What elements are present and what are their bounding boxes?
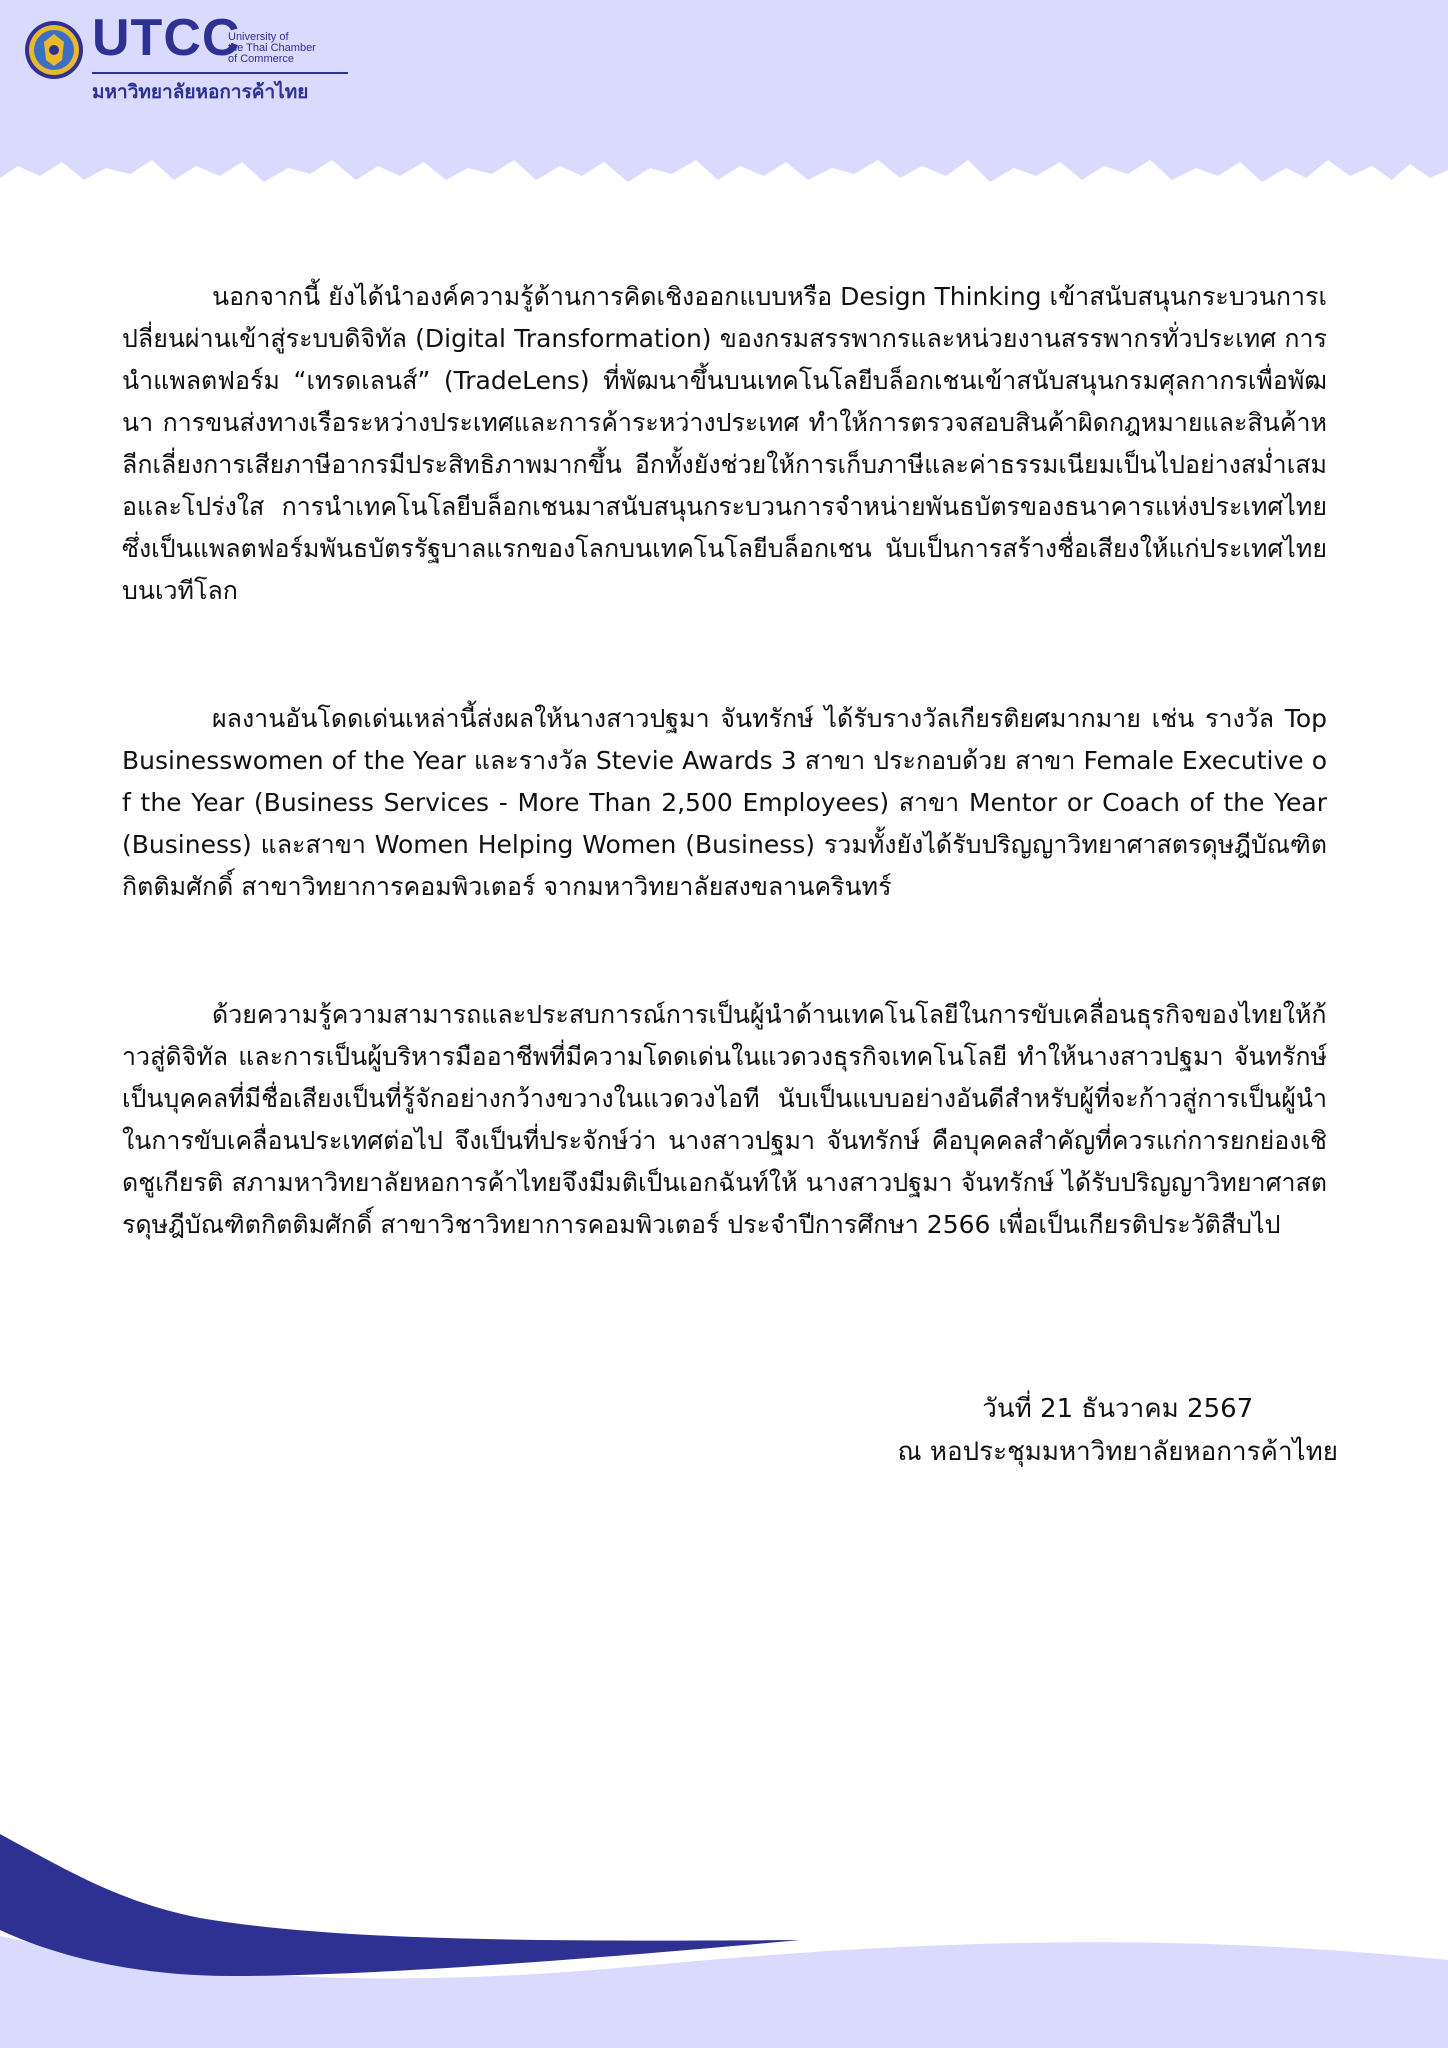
university-seal-icon (24, 20, 84, 80)
footer-wave (0, 1790, 1448, 2048)
signature-block (898, 1388, 1338, 1474)
utcc-logo (24, 9, 344, 108)
document-body (122, 276, 1327, 1246)
paragraph-2: ผลงานอันโดดเด่นเหล่านี้ส่งผลให้นางสาวปฐมา จันทรักษ์ ได้รับรางวัลเกียรติยศมากมาย เช่น รางวัล Top Businesswomen of the Year และรางวัล Stevie Awards 3 สาขา ประกอบด้วย สาขา Female Executive of the Year (Business Services - More Than 2,500 Employees) สาขา Mentor or Coach of the Year (Business) และสาขา Women Helping Women (Business) รวมทั้งยังได้รับปริญญาวิทยาศาสตรดุษฎีบัณฑิตกิตติมศักดิ์ สาขาวิทยาการคอมพิวเตอร์ จากมหาวิทยาลัยสงขลานครินทร์ (122, 704, 1327, 901)
document-place: ณ หอประชุมมหาวิทยาลัยหอการค้าไทย (897, 1437, 1338, 1467)
logo-thai-name: มหาวิทยาลัยหอการค้าไทย (92, 81, 309, 103)
logo-wordmark: UTCC (92, 9, 241, 67)
document-date: วันที่ 21 ธันวาคม 2567 (982, 1394, 1254, 1424)
logo-subtitle: University of the Thai Chamber of Commerce (228, 31, 316, 65)
footer-wave-navy (0, 1834, 800, 1976)
paragraph-1: นอกจากนี้ ยังได้นำองค์ความรู้ด้านการคิดเชิงออกแบบหรือ Design Thinking เข้าสนับสนุนกระบวนการเปลี่ยนผ่านเข้าสู่ระบบดิจิทัล (Digital Transformation) ของกรมสรรพากรและหน่วยงานสรรพากรทั่วประเทศ การนำแพลตฟอร์ม “เทรดเลนส์” (TradeLens) ที่พัฒนาขึ้นบนเทคโนโลยีบล็อกเชนเข้าสนับสนุนกรมศุลกากรเพื่อพัฒนา การขนส่งทางเรือระหว่างประเทศและการค้าระหว่างประเทศ ทำให้การตรวจสอบสินค้าผิดกฎหมายและสินค้าหลีกเลี่ยงการเสียภาษีอากรมีประสิทธิภาพมากขึ้น อีกทั้งยังช่วยให้การเก็บภาษีและค่าธรรมเนียมเป็นไปอย่างสม่ำเสมอและโปร่งใส การนำเทคโนโลยีบล็อกเชนมาสนับสนุนกระบวนการจำหน่ายพันธบัตรของธนาคารแห่งประเทศไทย ซึ่งเป็นแพลตฟอร์มพันธบัตรรัฐบาลแรกของโลกบนเทคโนโลยีบล็อกเชน นับเป็นการสร้างชื่อเสียงให้แก่ประเทศไทยบนเวทีโลก (122, 282, 1327, 605)
logo-divider (92, 72, 348, 74)
paragraph-3: ด้วยความรู้ความสามารถและประสบการณ์การเป็นผู้นำด้านเทคโนโลยีในการขับเคลื่อนธุรกิจของไทยให้ก้าวสู่ดิจิทัล และการเป็นผู้บริหารมืออาชีพที่มีความโดดเด่นในแวดวงธุรกิจเทคโนโลยี ทำให้นางสาวปฐมา จันทรักษ์ เป็นบุคคลที่มีชื่อเสียงเป็นที่รู้จักอย่างกว้างขวางในแวดวงไอที นับเป็นแบบอย่างอันดีสำหรับผู้ที่จะก้าวสู่การเป็นผู้นำในการขับเคลื่อนประเทศต่อไป จึงเป็นที่ประจักษ์ว่า นางสาวปฐมา จันทรักษ์ คือบุคคลสำคัญที่ควรแก่การยกย่องเชิดชูเกียรติ สภามหาวิทยาลัยหอการค้าไทยจึงมีมติเป็นเอกฉันท์ให้ นางสาวปฐมา จันทรักษ์ ได้รับปริญญาวิทยาศาสตรดุษฎีบัณฑิตกิตติมศักดิ์ สาขาวิชาวิทยาการคอมพิวเตอร์ ประจำปีการศึกษา 2566 เพื่อเป็นเกียรติประวัติสืบไป (122, 1000, 1327, 1239)
